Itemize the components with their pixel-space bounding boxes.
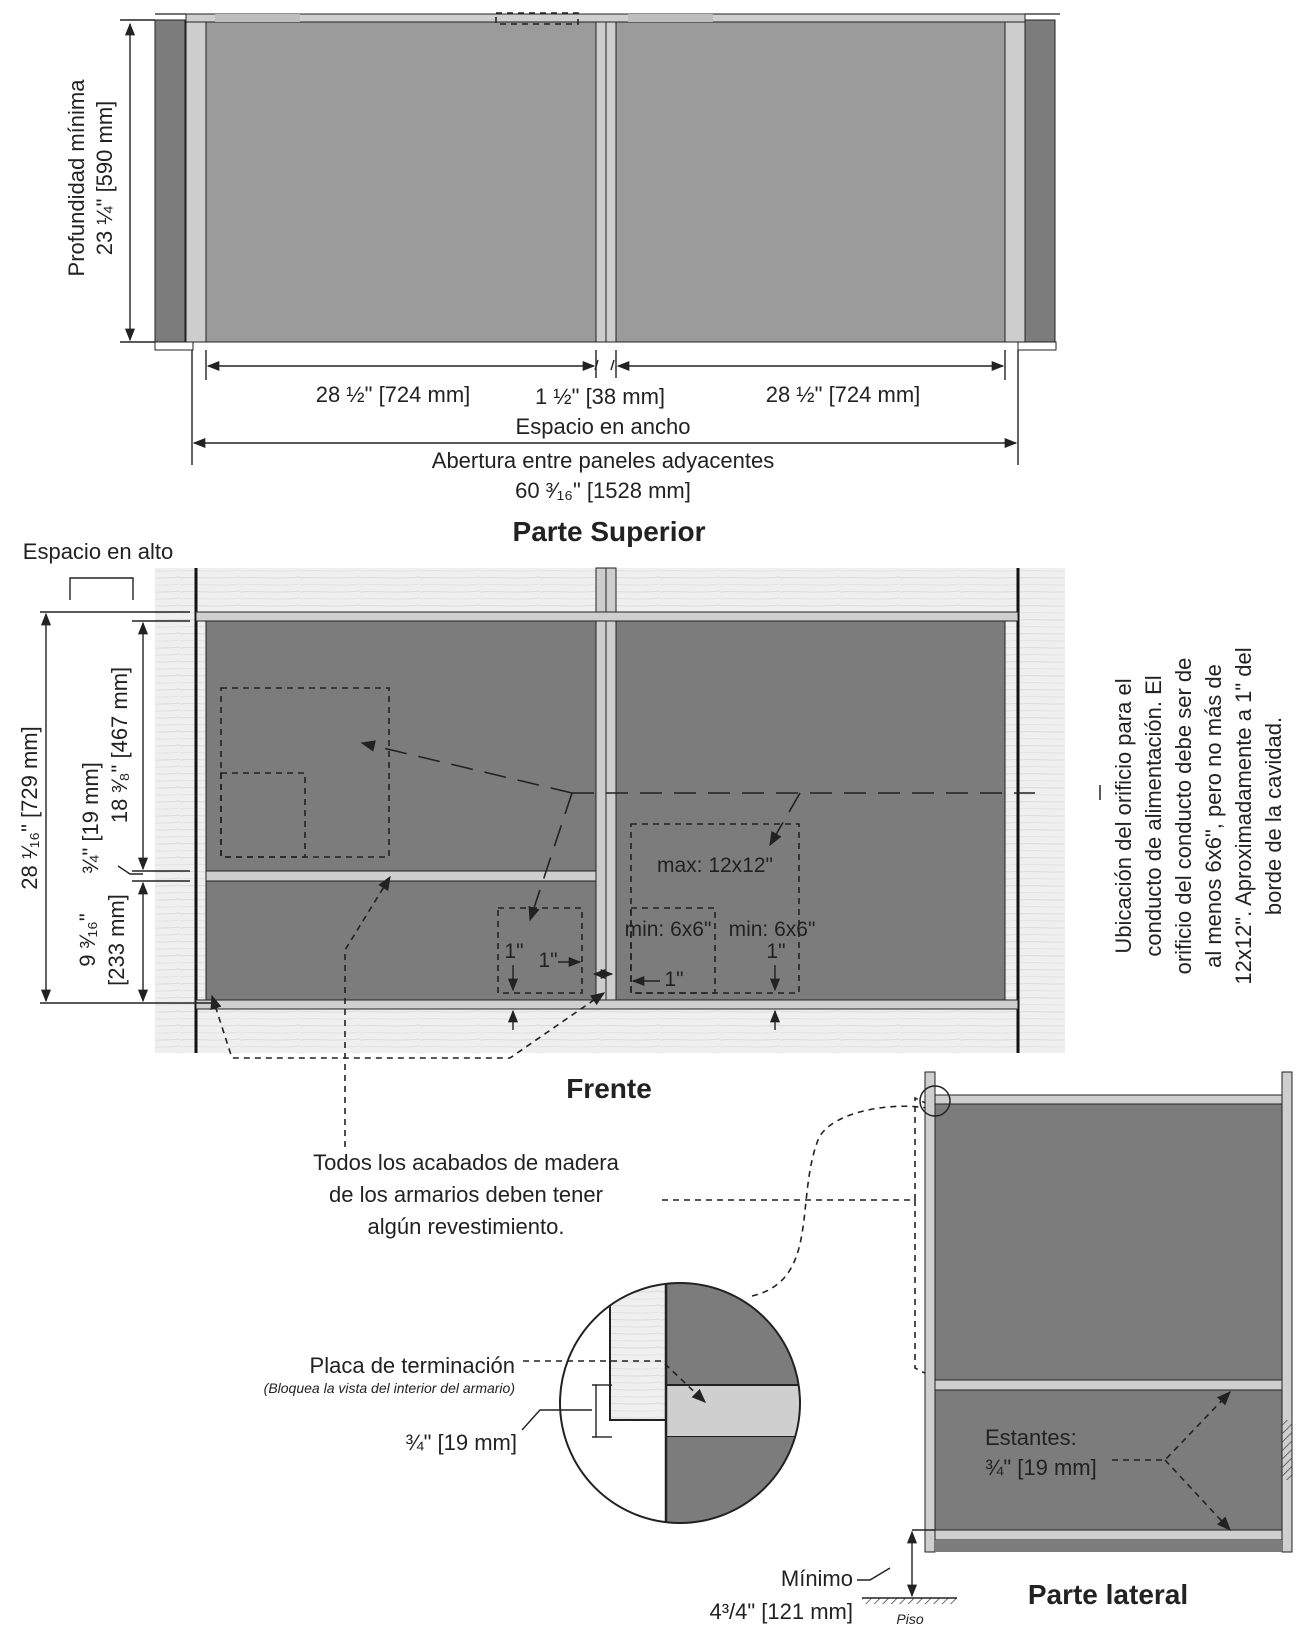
side-view-title: Parte lateral — [1027, 1579, 1189, 1610]
side-hatch — [1282, 1420, 1292, 1480]
note-line-6: borde de la cavidad. — [1261, 716, 1286, 916]
plate-label: Placa de terminación — [309, 1353, 515, 1378]
left-width-label: 28 ½" [724 mm] — [315, 382, 471, 407]
one-inch-4: 1" — [766, 940, 786, 963]
opening-value: 60 ³⁄₁₆" [1528 mm] — [515, 478, 691, 503]
width-space-label: Espacio en ancho — [515, 414, 691, 439]
min-label-left: min: 6x6" — [624, 918, 712, 941]
depth-label-1: Profundidad mínima — [64, 79, 89, 277]
side-middle-shelf — [935, 1380, 1282, 1390]
depth-label-2: 23 ¼" [590 mm] — [92, 100, 117, 256]
gap-width-label: 1 ½" [38 mm] — [534, 384, 666, 409]
minimum-value: 4³/4" [121 mm] — [709, 1599, 853, 1624]
side-left-face — [925, 1072, 935, 1552]
opening-label: Abertura entre paneles adyacentes — [431, 448, 775, 473]
top-left-side-panel — [155, 20, 185, 342]
side-bottom-shelf — [935, 1530, 1282, 1540]
front-bottom-rail — [196, 1000, 1018, 1009]
note-line-3: orificio del conducto debe ser de — [1171, 657, 1196, 975]
front-right-cavity — [616, 621, 1005, 1000]
side-top-shelf — [935, 1095, 1282, 1104]
top-left-trim — [155, 342, 193, 350]
shelves-value: ¾" [19 mm] — [985, 1455, 1097, 1480]
lower-height-label-2: [233 mm] — [104, 894, 129, 986]
top-left-cabinet — [206, 20, 596, 342]
top-back-strip — [186, 14, 1025, 22]
one-inch-2: 1" — [538, 949, 558, 972]
gap-break-marks — [595, 360, 614, 370]
top-view-title: Parte Superior — [512, 516, 706, 547]
note-line-1: Ubicación del orificio para el — [1111, 678, 1136, 954]
detail-shelf — [666, 1385, 810, 1437]
total-height-label: 28 ¹⁄₁₆" [729 mm] — [17, 726, 42, 890]
note-line-2: conducto de alimentación. El — [1141, 675, 1166, 957]
front-left-shelf — [206, 871, 596, 881]
plate-thickness-label: ¾" [19 mm] — [405, 1430, 517, 1455]
front-left-cavity — [206, 621, 596, 1000]
height-space-bracket — [70, 578, 133, 600]
max-label: max: 12x12" — [656, 854, 774, 877]
finish-note-line-3: algún revestimiento. — [367, 1214, 565, 1239]
top-right-side-panel — [1025, 20, 1055, 342]
side-view — [709, 1072, 1292, 1627]
top-right-cabinet — [616, 20, 1005, 342]
front-view — [17, 539, 1286, 1147]
min-label-right: min: 6x6" — [728, 918, 816, 941]
detail-to-side-leader — [752, 1106, 936, 1296]
minimum-label: Mínimo — [780, 1566, 853, 1591]
top-left-frame — [186, 14, 206, 342]
conduit-note — [1111, 647, 1286, 984]
top-right-frame — [1005, 14, 1025, 342]
minimum-leader — [857, 1568, 890, 1580]
shelf-thickness-label: ¾" [19 mm] — [78, 762, 103, 874]
finish-note-line-2: de los armarios deben tener — [329, 1182, 603, 1207]
front-view-title: Frente — [566, 1073, 652, 1104]
shelves-label: Estantes: — [985, 1425, 1077, 1450]
front-top-rail — [196, 612, 1018, 621]
floor-label: Piso — [896, 1611, 924, 1627]
one-inch-3: 1" — [664, 968, 684, 991]
top-right-trim — [1018, 342, 1056, 350]
upper-height-label: 18 ³⁄₈" [467 mm] — [107, 666, 132, 824]
shelf-thickness-leader — [118, 866, 143, 874]
one-inch-1: 1" — [504, 940, 524, 963]
floor-hatch — [862, 1598, 957, 1604]
lower-height-label-1: 9 ³⁄₁₆" — [75, 913, 100, 967]
height-space-label: Espacio en alto — [22, 539, 174, 564]
side-upper-cavity — [935, 1104, 1282, 1380]
right-width-label: 28 ½" [724 mm] — [765, 382, 921, 407]
detail-cavity-upper — [666, 1280, 810, 1385]
top-vent-left — [215, 14, 300, 22]
top-view — [64, 13, 1060, 547]
plate-sublabel: (Bloquea la vista del interior del armario) — [263, 1380, 515, 1396]
side-base — [935, 1540, 1282, 1552]
note-line-5: 12x12". Aproximadamente a 1" del — [1231, 647, 1256, 985]
finish-leader-side-top — [662, 1098, 940, 1200]
top-vent-right — [628, 14, 713, 22]
finish-note-line-1: Todos los acabados de madera — [313, 1150, 619, 1175]
note-line-4: al menos 6x6", pero no más de — [1201, 664, 1226, 968]
